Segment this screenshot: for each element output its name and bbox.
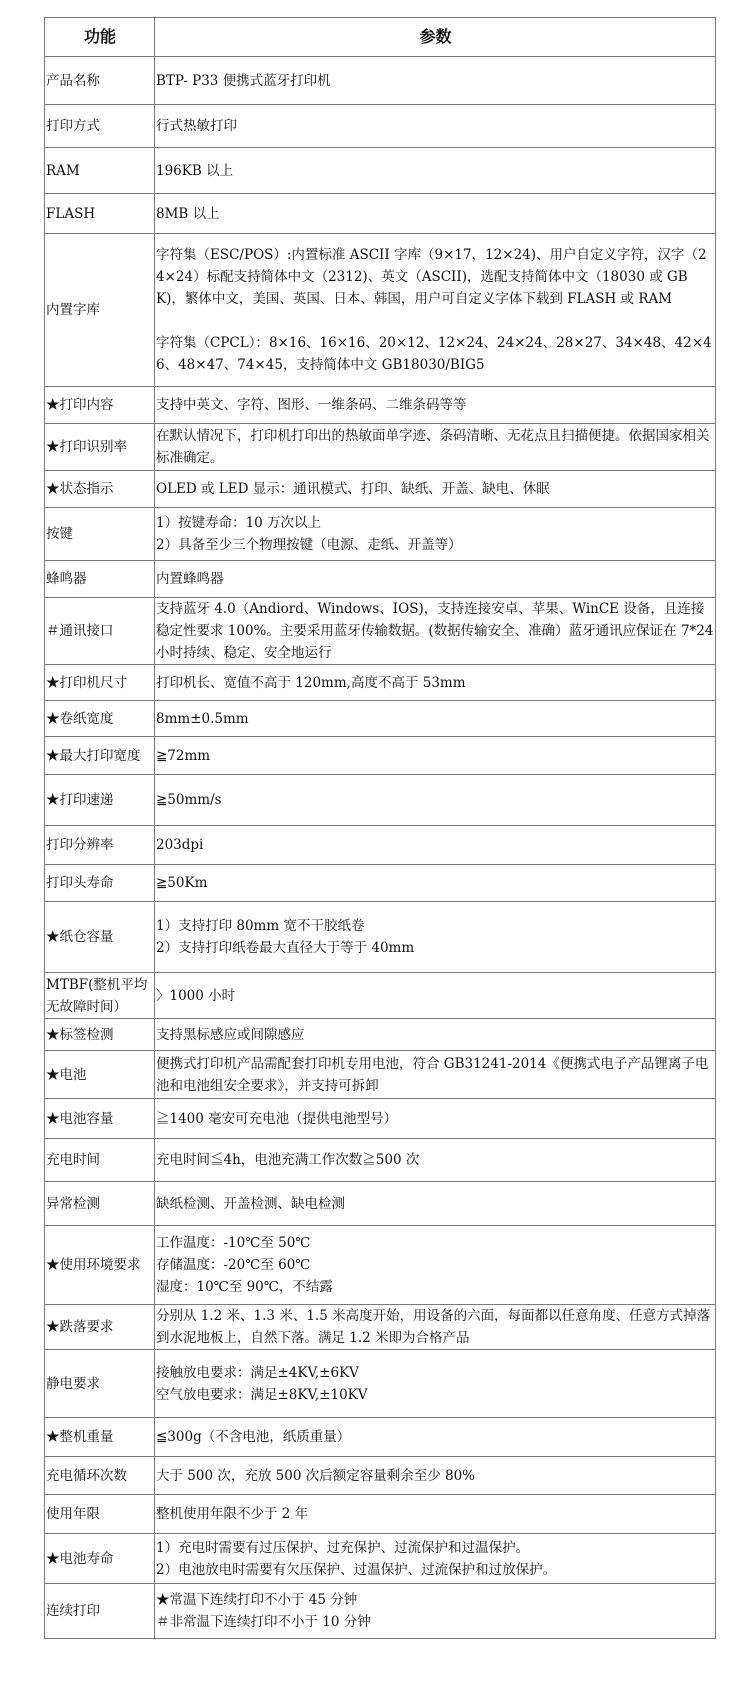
row-value: 充电时间≦4h，电池充满工作次数≧500 次	[155, 1139, 716, 1182]
row-value: 行式热敏打印	[155, 105, 716, 148]
row-value: 1）支持打印 80mm 宽不干胶纸卷 2）支持打印纸卷最大直径大于等于 40mm	[155, 902, 716, 973]
header-function: 功能	[45, 18, 155, 57]
row-label: ★使用环境要求	[45, 1226, 155, 1305]
row-value: 内置蜂鸣器	[155, 561, 716, 598]
row-label: ★标签检测	[45, 1019, 155, 1051]
row-label: 按键	[45, 508, 155, 561]
row-value: 支持蓝牙 4.0（Andiord、Windows、IOS)，支持连接安卓、苹果、WinCE 设备，且连接稳定性要求 100%。主要采用蓝牙传输数据。(数据传输安全、准确）蓝牙通讯应保证在 7*24 小时持续、稳定、安全地运行	[155, 598, 716, 665]
table-row	[45, 973, 716, 1019]
table-row	[45, 1182, 716, 1226]
row-label: RAM	[45, 148, 155, 194]
row-value: 大于 500 次，充放 500 次后额定容量剩余至少 80%	[155, 1457, 716, 1495]
row-label: ★跌落要求	[45, 1305, 155, 1350]
row-value: 1）充电时需要有过压保护、过充保护、过流保护和过温保护。 2）电池放电时需要有欠压保护、过温保护、过流保护和过放保护。	[155, 1534, 716, 1584]
row-label: 产品名称	[45, 57, 155, 105]
row-value: 便携式打印机产品需配套打印机专用电池，符合 GB31241-2014《便携式电子产品锂离子电池和电池组安全要求》，并支持可拆卸	[155, 1051, 716, 1099]
row-label: ＃通讯接口	[45, 598, 155, 665]
row-value: 分别从 1.2 米、1.3 米、1.5 米高度开始，用设备的六面，每面都以任意角度、任意方式掉落到水泥地板上，自然下落。满足 1.2 米即为合格产品	[155, 1305, 716, 1350]
row-value: ≧72mm	[155, 737, 716, 775]
row-value: 打印机长、宽值不高于 120mm,高度不高于 53mm	[155, 665, 716, 701]
row-label: ★最大打印宽度	[45, 737, 155, 775]
row-value: ≦300g（不含电池，纸质重量）	[155, 1418, 716, 1457]
row-label: 使用年限	[45, 1495, 155, 1534]
row-label: ★纸仓容量	[45, 902, 155, 973]
table-row	[45, 737, 716, 775]
row-label: 打印头寿命	[45, 865, 155, 902]
row-value: 在默认情况下，打印机打印出的热敏面单字迹、条码清晰、无花点且扫描便捷。依据国家相关标准确定。	[155, 424, 716, 471]
row-label: 打印方式	[45, 105, 155, 148]
row-label: ★打印速递	[45, 775, 155, 826]
table-row	[45, 424, 716, 471]
table-row	[45, 775, 716, 826]
row-value: 工作温度：-10℃至 50℃ 存储温度：-20℃至 60℃ 湿度：10℃至 90℃，不结露	[155, 1226, 716, 1305]
row-label: 内置字库	[45, 234, 155, 387]
table-row	[45, 1495, 716, 1534]
row-value: 1）按键寿命：10 万次以上 2）具备至少三个物理按键（电源、走纸、开盖等）	[155, 508, 716, 561]
table-row	[45, 1534, 716, 1584]
row-value: ≧50Km	[155, 865, 716, 902]
row-label: ★电池寿命	[45, 1534, 155, 1584]
table-row	[45, 865, 716, 902]
table-row	[45, 1139, 716, 1182]
table-row	[45, 234, 716, 387]
row-label: ★打印识别率	[45, 424, 155, 471]
row-value: 接触放电要求：满足±4KV,±6KV 空气放电要求：满足±8KV,±10KV	[155, 1350, 716, 1418]
row-label: FLASH	[45, 194, 155, 234]
table-row	[45, 1226, 716, 1305]
row-value: ≧1400 毫安可充电池（提供电池型号）	[155, 1099, 716, 1139]
row-value: 〉1000 小时	[155, 973, 716, 1019]
row-value: 支持中英文、字符、图形、一维条码、二维条码等等	[155, 387, 716, 424]
header-parameters: 参数	[155, 18, 716, 57]
table-row	[45, 1584, 716, 1639]
row-value: 203dpi	[155, 826, 716, 865]
row-label: MTBF(整机平均无故障时间）	[45, 973, 155, 1019]
table-row	[45, 105, 716, 148]
row-label: ★电池容量	[45, 1099, 155, 1139]
table-row	[45, 826, 716, 865]
row-label: ★电池	[45, 1051, 155, 1099]
table-row	[45, 1418, 716, 1457]
table-row	[45, 471, 716, 508]
table-row	[45, 561, 716, 598]
table-row	[45, 1457, 716, 1495]
table-row	[45, 1305, 716, 1350]
table-row	[45, 508, 716, 561]
row-label: 静电要求	[45, 1350, 155, 1418]
table-row	[45, 902, 716, 973]
table-row	[45, 701, 716, 737]
row-label: ★打印内容	[45, 387, 155, 424]
table-row	[45, 57, 716, 105]
table-row	[45, 194, 716, 234]
table-row	[45, 387, 716, 424]
spec-table	[44, 17, 716, 1639]
table-row	[45, 1019, 716, 1051]
row-value: BTP- P33 便携式蓝牙打印机	[155, 57, 716, 105]
row-label: 充电循环次数	[45, 1457, 155, 1495]
table-row	[45, 1350, 716, 1418]
row-label: 充电时间	[45, 1139, 155, 1182]
row-label: 打印分辨率	[45, 826, 155, 865]
row-value: 字符集（ESC/POS）:内置标准 ASCII 字库（9×17，12×24)、用户自定义字符，汉字（24×24）标配支持简体中文（2312)、英文（ASCII)，选配支持简体中文（18030 或 GBK)，繁体中文，美国、英国、日本、韩国，用户可自定义字体下载到 FLASH 或 RAM 字符集（CPCL）：8×16、16×16、20×12、12×24、24×24、28×27、34×48、42×46、48×47、74×45，支持简体中文 GB18030/BIG5	[155, 234, 716, 387]
row-value: ≧50mm/s	[155, 775, 716, 826]
row-value: OLED 或 LED 显示：通讯模式、打印、缺纸、开盖、缺电、休眠	[155, 471, 716, 508]
row-value: ★常温下连续打印不小于 45 分钟 ＃非常温下连续打印不小于 10 分钟	[155, 1584, 716, 1639]
row-value: 8mm±0.5mm	[155, 701, 716, 737]
table-row	[45, 598, 716, 665]
table-row	[45, 148, 716, 194]
row-value: 缺纸检测、开盖检测、缺电检测	[155, 1182, 716, 1226]
table-row	[45, 665, 716, 701]
row-value: 整机使用年限不少于 2 年	[155, 1495, 716, 1534]
row-label: 异常检测	[45, 1182, 155, 1226]
table-row	[45, 1099, 716, 1139]
row-label: 蜂鸣器	[45, 561, 155, 598]
row-label: ★卷纸宽度	[45, 701, 155, 737]
header-row	[45, 18, 716, 57]
row-label: ★整机重量	[45, 1418, 155, 1457]
row-value: 支持黑标感应或间隙感应	[155, 1019, 716, 1051]
table-row	[45, 1051, 716, 1099]
row-label: ★状态指示	[45, 471, 155, 508]
row-label: ★打印机尺寸	[45, 665, 155, 701]
row-label: 连续打印	[45, 1584, 155, 1639]
row-value: 8MB 以上	[155, 194, 716, 234]
row-value: 196KB 以上	[155, 148, 716, 194]
